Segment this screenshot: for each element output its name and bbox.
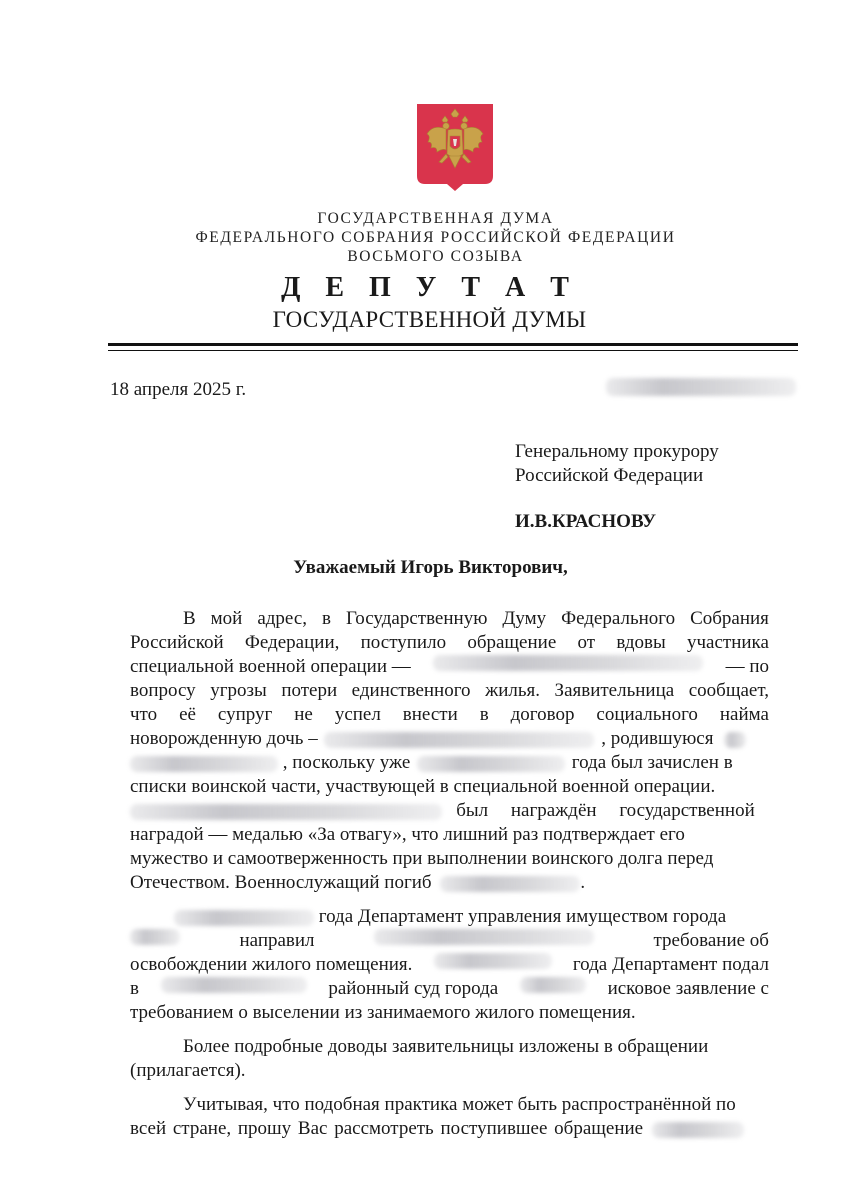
word: поступило: [360, 632, 447, 653]
org-line-1: ГОСУДАРСТВЕННАЯ ДУМА: [317, 210, 554, 227]
word: не: [294, 704, 313, 725]
text-fragment: требование об: [653, 930, 769, 951]
word: В: [183, 608, 196, 629]
word: найма: [719, 704, 769, 725]
redacted-text: [724, 732, 746, 748]
text-fragment: Отечеством. Военнослужащий погиб: [130, 872, 432, 893]
word: адрес,: [257, 608, 308, 629]
org-line-3: ВОСЬМОГО СОЗЫВА: [347, 248, 524, 265]
addressee-line-1: Генеральному прокурору: [515, 441, 719, 462]
word: единственного: [351, 680, 471, 701]
p1-line-10: наградой — медалью «За отвагу», что лишний раз подтверждает его: [130, 824, 685, 845]
p1-line-7: [130, 751, 769, 775]
text-fragment: — по: [725, 656, 769, 677]
p4-line-2: [130, 1117, 769, 1141]
word: потери: [281, 680, 338, 701]
text-fragment: новорожденную дочь –: [130, 728, 318, 749]
p2-line-1: [130, 905, 769, 929]
word: её: [179, 704, 196, 725]
text-fragment: всей стране, прошу Вас рассмотреть поступившее обращение: [130, 1118, 644, 1139]
text-fragment: освобождении жилого помещения.: [130, 954, 413, 975]
word: угрозы: [210, 680, 267, 701]
p1-line-1: [183, 607, 769, 631]
word: что: [130, 704, 158, 725]
p1-line-11: мужество и самоотверженность при выполнении воинского долга перед: [130, 848, 714, 869]
redacted-court: [161, 977, 307, 993]
word: Федерации,: [244, 632, 340, 653]
word: Думу: [502, 608, 547, 629]
word: мой: [210, 608, 243, 629]
text-fragment: специальной военной операции —: [130, 656, 411, 677]
text-fragment: , поскольку уже: [282, 752, 411, 773]
p1-line-4: [130, 679, 769, 703]
word: Заявительница: [554, 680, 675, 701]
p2-line-5: требованием о выселении из занимаемого жилого помещения.: [130, 1002, 636, 1023]
org-line-2: ФЕДЕРАЛЬНОГО СОБРАНИЯ РОССИЙСКОЙ ФЕДЕРАЦИИ: [195, 229, 676, 246]
word: Российской: [130, 632, 224, 653]
word: Собрания: [690, 608, 769, 629]
text-fragment: .: [580, 872, 586, 893]
p1-line-6: [130, 727, 769, 751]
word: в: [479, 704, 489, 725]
title-deputy: Д Е П У Т А Т: [281, 272, 578, 303]
letter-date: 18 апреля 2025 г.: [110, 379, 247, 400]
p2-line-2: [130, 929, 769, 953]
redacted-name: [374, 929, 594, 945]
addressee-name: И.В.КРАСНОВУ: [515, 511, 657, 532]
word: Федерального: [561, 608, 676, 629]
text-fragment: в: [130, 978, 139, 999]
greeting: Уважаемый Игорь Викторович,: [293, 557, 568, 578]
word: успел: [334, 704, 381, 725]
word: внести: [402, 704, 458, 725]
text-fragment: исковое заявление с: [607, 978, 769, 999]
header-divider-thin: [108, 350, 798, 351]
redacted-name: [130, 804, 442, 820]
title-duma: ГОСУДАРСТВЕННОЙ ДУМЫ: [272, 307, 587, 332]
text-fragment: направил: [239, 930, 315, 951]
p1-line-9: [130, 799, 769, 823]
word: жилья.: [485, 680, 541, 701]
russian-coat-of-arms-icon: [415, 102, 495, 192]
redacted-date: [130, 756, 278, 772]
word: сообщает,: [688, 680, 769, 701]
text-fragment: года Департамент управления имуществом города: [318, 906, 727, 927]
redacted-name: [652, 1122, 744, 1138]
header-divider-thick: [108, 343, 798, 346]
p1-line-3: [130, 655, 769, 679]
redacted-date: [174, 910, 314, 926]
redacted-city: [520, 977, 586, 993]
text-fragment: , родившуюся: [601, 728, 714, 749]
p4-line-1: Учитывая, что подобная практика может быть распространённой по: [183, 1094, 736, 1115]
p1-line-8: списки воинской части, участвующей в специальной военной операции.: [130, 776, 716, 797]
word: социального: [596, 704, 698, 725]
redacted-city: [130, 929, 180, 945]
addressee-line-2: Российской Федерации: [515, 465, 704, 486]
redacted-name: [324, 732, 594, 748]
word: обращение: [467, 632, 557, 653]
p3-line-1: Более подробные доводы заявительницы изложены в обращении: [183, 1036, 709, 1057]
redacted-date: [440, 876, 580, 892]
word: участника: [686, 632, 769, 653]
word: в: [322, 608, 331, 629]
redacted-reference-number: [606, 378, 796, 396]
p1-line-2: [130, 631, 769, 655]
p2-line-3: [130, 953, 769, 977]
p1-line-12: [130, 871, 769, 895]
text-fragment: районный суд города: [328, 978, 499, 999]
p2-line-4: [130, 977, 769, 1001]
word: супруг: [217, 704, 273, 725]
word: договор: [510, 704, 575, 725]
redacted-name: [433, 655, 703, 671]
text-fragment: года был зачислен в: [571, 752, 733, 773]
redacted-date: [434, 953, 552, 969]
redacted-date: [417, 756, 565, 772]
text-fragment: года Департамент подал: [572, 954, 769, 975]
text-fragment: был награждён государственной: [456, 800, 755, 821]
word: вдовы: [616, 632, 666, 653]
word: от: [577, 632, 596, 653]
word: вопросу: [130, 680, 196, 701]
word: Государственную: [345, 608, 488, 629]
p3-line-2: (прилагается).: [130, 1060, 246, 1081]
p1-line-5: [130, 703, 769, 727]
